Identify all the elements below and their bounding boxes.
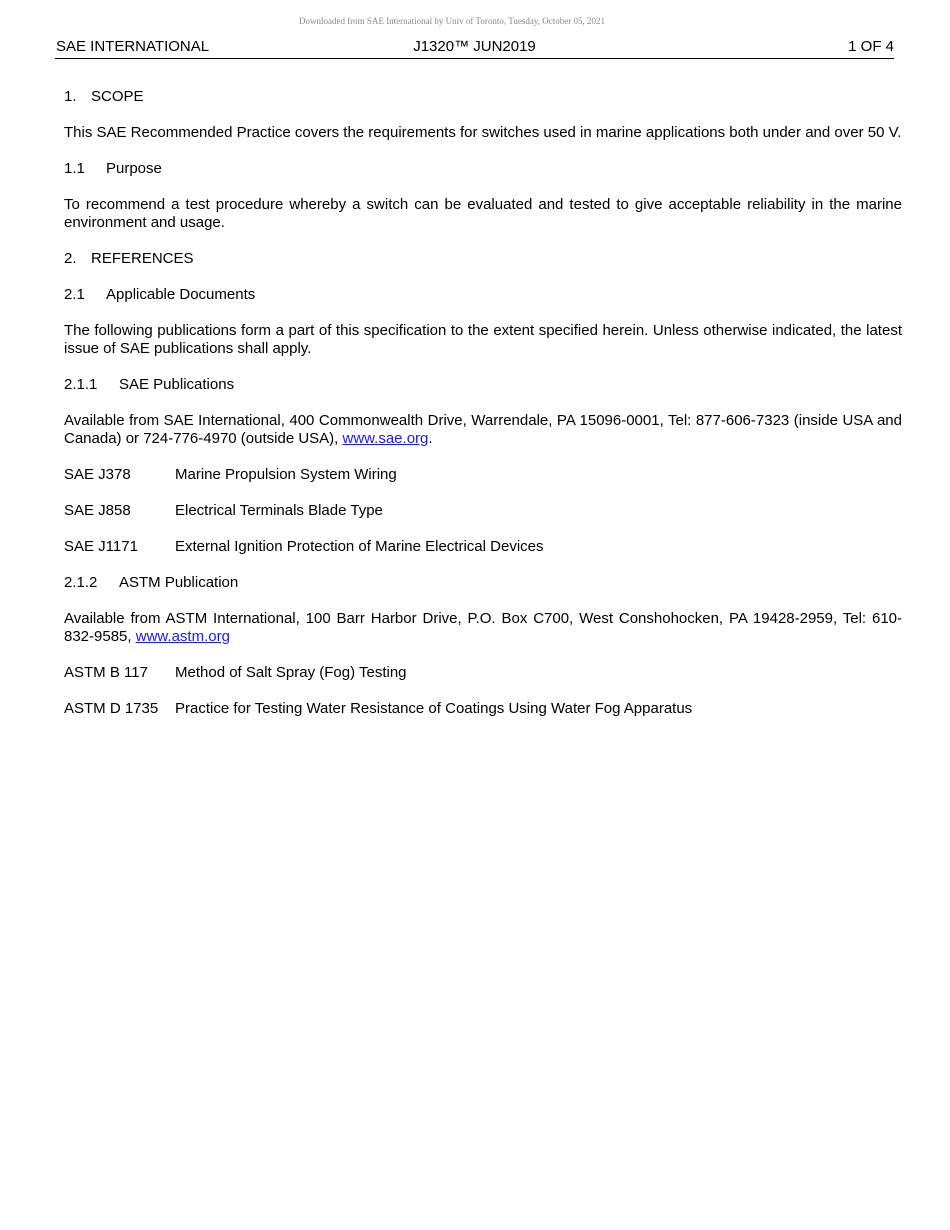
section-number: 1. [64, 88, 77, 105]
header-organization: SAE INTERNATIONAL [56, 38, 210, 55]
reference-item [64, 502, 902, 520]
reference-item [64, 664, 902, 682]
section-number: 2.1.2 [64, 574, 98, 591]
reference-code: SAE J858 [64, 502, 131, 519]
section-heading-references [64, 250, 902, 268]
reference-item [64, 538, 902, 556]
astm-website-link[interactable]: www.astm.org [135, 628, 230, 645]
scope-paragraph: This SAE Recommended Practice covers the requirements for switches used in marine applications both under and over 50 V. [64, 124, 902, 141]
astm-availability-paragraph [64, 610, 902, 646]
section-number: 2. [64, 250, 77, 267]
reference-code: SAE J1171 [64, 538, 138, 555]
reference-item [64, 466, 902, 484]
section-number: 2.1.1 [64, 376, 98, 393]
reference-code: ASTM D 1735 [64, 700, 159, 717]
reference-code: ASTM B 117 [64, 664, 148, 681]
reference-title: Electrical Terminals Blade Type [175, 502, 383, 519]
section-title: SAE Publications [119, 376, 235, 393]
section-heading-astm-publication [64, 574, 902, 592]
section-title: Purpose [106, 160, 162, 177]
sae-website-link[interactable]: www.sae.org [342, 430, 429, 447]
document-body [64, 88, 902, 736]
header-page-number: 1 OF 4 [848, 38, 894, 55]
section-heading-purpose [64, 160, 902, 178]
reference-title: Practice for Testing Water Resistance of Coatings Using Water Fog Apparatus [175, 700, 693, 717]
section-number: 1.1 [64, 160, 85, 177]
section-title: REFERENCES [91, 250, 194, 267]
sae-availability-text: Available from SAE International, 400 Commonwealth Drive, Warrendale, PA 15096-0001, Tel: 877-606-7323 (inside USA and Canada) or 724-776-4970 (outside USA), [64, 412, 902, 447]
sae-availability-end: . [428, 430, 433, 447]
section-title: Applicable Documents [106, 286, 256, 303]
page-header [55, 38, 894, 59]
reference-title: Method of Salt Spray (Fog) Testing [175, 664, 407, 681]
reference-item [64, 700, 902, 718]
section-title: ASTM Publication [119, 574, 239, 591]
astm-availability-text: Available from ASTM International, 100 Barr Harbor Drive, P.O. Box C700, West Conshohocken, PA 19428-2959, Tel: 610-832-9585, [64, 610, 902, 645]
header-document-id: J1320™ JUN2019 [413, 38, 536, 55]
download-watermark: Downloaded from SAE International by Univ of Toronto, Tuesday, October 05, 2021 [298, 16, 606, 26]
reference-title: External Ignition Protection of Marine Electrical Devices [175, 538, 544, 555]
section-heading-applicable-documents [64, 286, 902, 304]
applicable-documents-paragraph: The following publications form a part of this specification to the extent specified herein. Unless otherwise indicated, the latest issue of SAE publications shall apply. [64, 322, 902, 357]
section-heading-scope [64, 88, 902, 106]
section-heading-sae-publications [64, 376, 902, 394]
reference-title: Marine Propulsion System Wiring [175, 466, 397, 483]
section-number: 2.1 [64, 286, 85, 303]
section-title: SCOPE [91, 88, 144, 105]
purpose-paragraph: To recommend a test procedure whereby a switch can be evaluated and tested to give acceptable reliability in the marine environment and usage. [64, 196, 902, 231]
reference-code: SAE J378 [64, 466, 131, 483]
sae-availability-paragraph [64, 412, 902, 448]
